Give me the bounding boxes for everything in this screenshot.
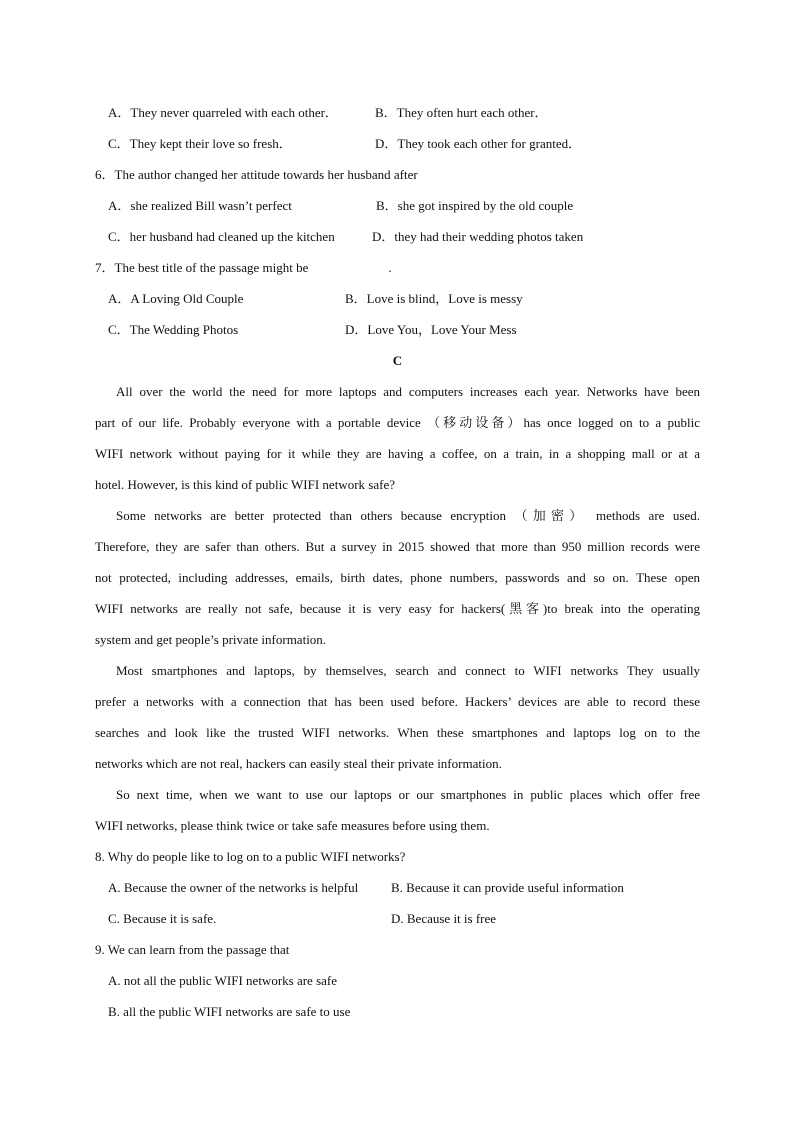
q5-options-row2 (95, 128, 700, 159)
q8-options-row1 (95, 872, 700, 903)
passage-paragraph-1 (95, 376, 700, 500)
paragraph-line: hotel. However, is this kind of public WIFI network safe? (95, 477, 395, 492)
q7-option-c[interactable]: C．The Wedding Photos (108, 322, 239, 337)
q7-stem-text: 7．The best title of the passage might be (95, 260, 309, 275)
paragraph-line: WIFI networks, please think twice or take safe measures before using them. (95, 818, 490, 833)
q8-stem: 8. Why do people like to log on to a public WIFI networks? (95, 849, 406, 864)
q9-option-b-row (95, 996, 700, 1027)
q7-stem-end: . (388, 260, 392, 275)
q9-option-a-row (95, 965, 700, 996)
paragraph-line: So next time, when we want to use our laptops or our smartphones in public places which offer free (116, 787, 700, 802)
q8-option-c[interactable]: C. Because it is safe. (108, 911, 217, 926)
q6-stem-text: 6．The author changed her attitude towards her husband after (95, 167, 418, 182)
q8-options-row2 (95, 903, 700, 934)
q6-option-b[interactable]: B．she got inspired by the old couple (376, 198, 574, 213)
paragraph-line: WIFI network without paying for it while they are having a coffee, on a train, in a shopping mall or at a (95, 446, 700, 461)
paragraph-line: prefer a networks with a connection that has been used before. Hackers’ devices are able to record these (95, 694, 700, 709)
q6-option-c[interactable]: C．her husband had cleaned up the kitchen (108, 229, 335, 244)
paragraph-line: searches and look like the trusted WIFI networks. When these smartphones and laptops log on to the (95, 725, 700, 740)
q6-option-a[interactable]: A．she realized Bill wasn’t perfect (108, 198, 292, 213)
passage-paragraph-4 (95, 779, 700, 841)
q8-option-d[interactable]: D. Because it is free (391, 911, 497, 926)
q7-options-row2 (95, 314, 700, 345)
q7-option-b[interactable]: B．Love is blind，Love is messy (345, 291, 523, 306)
q5-option-b[interactable]: B．They often hurt each other． (375, 105, 548, 120)
passage-paragraph-2 (95, 500, 700, 655)
paragraph-line: WIFI networks are really not safe, because it is very easy for hackers(黑客)to break into the operating (95, 601, 700, 616)
q5-options-row1 (95, 97, 700, 128)
q8-option-a[interactable]: A. Because the owner of the networks is helpful (108, 880, 359, 895)
q7-options-row1 (95, 283, 700, 314)
q5-option-d[interactable]: D．They took each other for granted． (375, 136, 582, 151)
q9-option-b[interactable]: B. all the public WIFI networks are safe to use (108, 1004, 351, 1019)
paragraph-line: Some networks are better protected than others because encryption （加密） methods are used. (116, 508, 700, 523)
paragraph-line: networks which are not real, hackers can easily steal their private information. (95, 756, 502, 771)
q6-options-row1 (95, 190, 700, 221)
passage-paragraph-3 (95, 655, 700, 779)
paragraph-line: system and get people’s private information. (95, 632, 327, 647)
q6-stem (95, 159, 700, 190)
paragraph-line: part of our life. Probably everyone with a portable device （移动设备）has once logged on to a public (95, 415, 700, 430)
paragraph-line: not protected, including addresses, emails, birth dates, phone numbers, passwords and so on. These open (95, 570, 700, 585)
section-c-title: C (392, 353, 403, 368)
exam-page (95, 97, 700, 1027)
q5-option-a[interactable]: A．They never quarreled with each other． (108, 105, 338, 120)
q6-options-row2 (95, 221, 700, 252)
paragraph-line: Most smartphones and laptops, by themselves, search and connect to WIFI networks They usually (116, 663, 700, 678)
q9-stem: 9. We can learn from the passage that (95, 942, 290, 957)
paragraph-line: Therefore, they are safer than others. But a survey in 2015 showed that more than 950 million records were (95, 539, 700, 554)
q5-option-c[interactable]: C．They kept their love so fresh． (108, 136, 292, 151)
q8-option-b[interactable]: B. Because it can provide useful information (391, 880, 624, 895)
q9-option-a[interactable]: A. not all the public WIFI networks are safe (108, 973, 337, 988)
q7-option-a[interactable]: A．A Loving Old Couple (108, 291, 244, 306)
paragraph-line: All over the world the need for more laptops and computers increases each year. Networks have been (116, 384, 700, 399)
q7-option-d[interactable]: D．Love You，Love Your Mess (345, 322, 517, 337)
q6-option-d[interactable]: D．they had their wedding photos taken (372, 229, 584, 244)
q7-stem (95, 252, 700, 283)
